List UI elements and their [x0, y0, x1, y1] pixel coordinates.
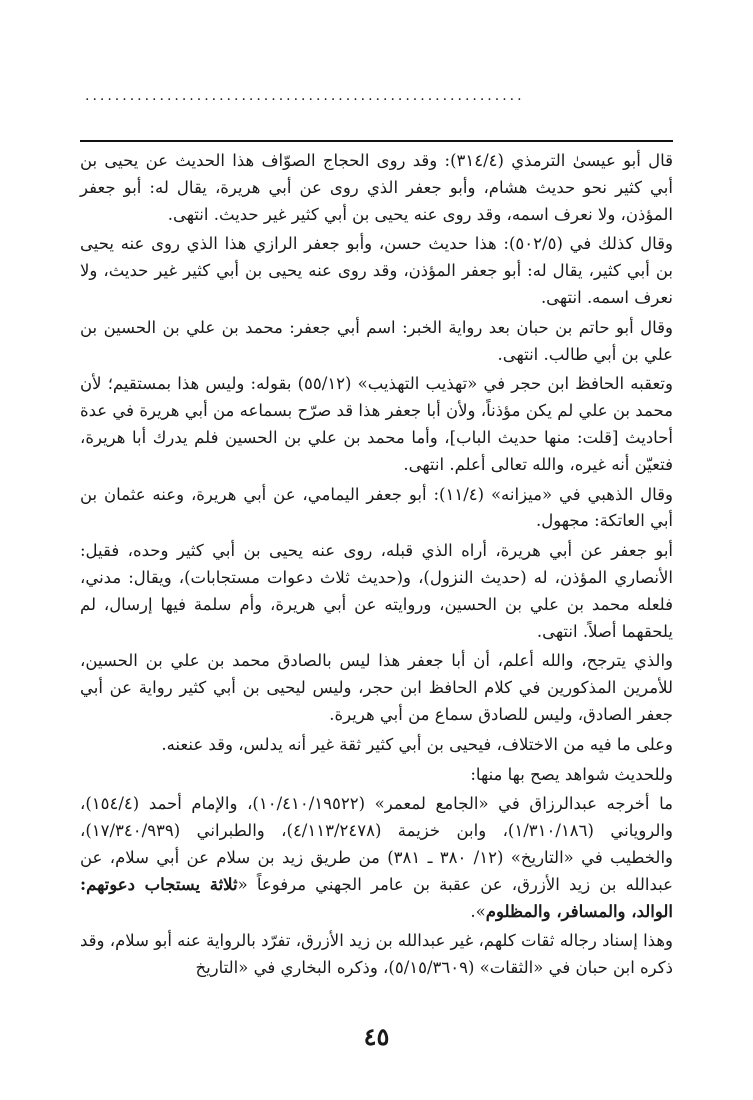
- page-number: ٤٥: [363, 1022, 390, 1051]
- paragraph: وتعقبه الحافظ ابن حجر في «تهذيب التهذيب» (٥٥/١٢) بقوله: وليس هذا بمستقيم؛ لأن محمد بن علي لم يكن مؤذناً، ولأن أبا جعفر هذا قد صرّح بسماعه من أبي هريرة في عدة أحاديث [قلت: منها حديث الباب]، وأما محمد بن علي بن الحسين فلم يدرك أبا هريرة، فتعيّن أنه غيره، والله تعالى أعلم. انتهى.: [80, 374, 673, 474]
- horizontal-rule: [80, 140, 673, 142]
- paragraph: وقال الذهبي في «ميزانه» (١١/٤): أبو جعفر اليمامي، عن أبي هريرة، وعنه عثمان بن أبي العاتكة: مجهول.: [80, 484, 673, 531]
- paragraph: وقال كذلك في (٥٠٢/٥): هذا حديث حسن، وأبو جعفر الرازي هذا الذي روى عنه يحيى بن أبي كثير، يقال له: أبو جعفر المؤذن، وقد روى عنه يحيى بن أبي كثير غير حديث، ولا نعرف اسمه. انتهى.: [80, 234, 673, 307]
- paragraph: [80, 791, 673, 925]
- paragraph: وللحديث شواهد يصح بها منها:: [470, 764, 673, 784]
- paragraph-tail: ».: [470, 901, 486, 921]
- paragraph: والذي يترجح، والله أعلم، أن أبا جعفر هذا ليس بالصادق محمد بن علي بن الحسين، للأمرين المذكورين في كلام الحافظ ابن حجر، وليس ليحيى بن أبي كثير رواية عن أبي جعفر الصادق، وليس للصادق سماع من أبي هريرة.: [80, 651, 673, 724]
- paragraph: قال أبو عيسىٰ الترمذي (٣١٤/٤): وقد روى الحجاج الصوّاف هذا الحديث عن يحيى بن أبي كثير نحو حديث هشام، وأبو جعفر الذي روى عن أبي هريرة، يقال له: أبو جعفر المؤذن، ولا نعرف اسمه، وقد روى عنه يحيى بن أبي كثير غير حديث. انتهى.: [80, 151, 673, 224]
- dotted-separator: ...........................................................: [85, 88, 525, 104]
- paragraph: وهذا إسناد رجاله ثقات كلهم، غير عبدالله بن زيد الأزرق، تفرّد بالرواية عنه أبو سلام، وقد ذكره ابن حبان في «الثقات» (٥/١٥/٣٦٠٩)، وذكره البخاري في «التاريخ: [80, 931, 673, 978]
- paragraph-text: ما أخرجه عبدالرزاق في «الجامع لمعمر» (١٠/٤١٠/١٩٥٢٢)، والإمام أحمد (١٥٤/٤)، والروياني (١/٣١٠/١٨٦)، وابن خزيمة (٤/١١٣/٢٤٧٨)، والطبراني (١٧/٣٤٠/٩٣٩)، والخطيب في «التاريخ» (١٢/ ٣٨٠ ـ ٣٨١) من طريق زيد بن سلام عن أبي سلام، عن عبدالله بن زيد الأزرق، عن عقبة بن عامر الجهني مرفوعاً «: [80, 794, 674, 894]
- paragraph: أبو جعفر عن أبي هريرة، أراه الذي قبله، روى عنه يحيى بن أبي كثير وحده، فقيل: الأنصاري المؤذن، له (حديث النزول)، و(حديث ثلاث دعوات مستجابات)، ويقال: مدني، فلعله محمد بن علي بن الحسين، وروايته عن أبي هريرة، وأم سلمة فيها إرسال، لم يلحقهما أصلاً. انتهى.: [80, 541, 673, 641]
- paragraph: وقال أبو حاتم بن حبان بعد رواية الخبر: اسم أبي جعفر: محمد بن علي بن الحسين بن علي بن أبي طالب. انتهى.: [80, 317, 673, 364]
- page-body: [80, 148, 673, 985]
- paragraph: وعلى ما فيه من الاختلاف، فيحيى بن أبي كثير ثقة غير أنه يدلس، وقد عنعنه.: [161, 734, 673, 754]
- hadith-quote: ثلاثة يستجاب دعوتهم: الوالد، والمسافر، والمظلوم: [80, 874, 673, 921]
